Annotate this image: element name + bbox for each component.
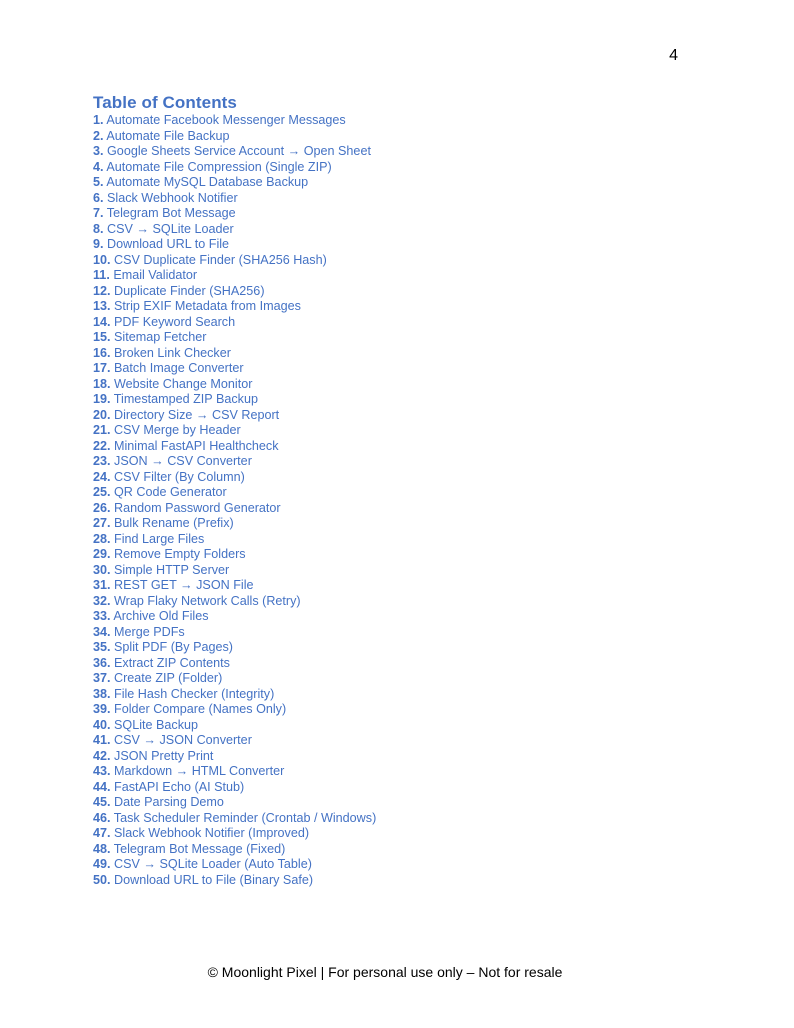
toc-item[interactable]	[93, 764, 693, 780]
toc-item-number: 43.	[93, 764, 111, 778]
toc-item[interactable]	[93, 346, 693, 362]
toc-item[interactable]	[93, 516, 693, 532]
toc-item[interactable]	[93, 377, 693, 393]
toc-item-number: 5.	[93, 175, 104, 189]
toc-item-label: JSON Pretty Print	[114, 748, 214, 763]
toc-item-label: CSV Duplicate Finder (SHA256 Hash)	[114, 252, 327, 267]
toc-item-number: 46.	[93, 810, 111, 825]
toc-item-label: Folder Compare (Names Only)	[114, 702, 287, 716]
toc-item-label: JSON → CSV Converter	[114, 454, 252, 468]
toc-item-label: REST GET → JSON File	[114, 578, 254, 592]
toc-item-label: Archive Old Files	[113, 609, 209, 623]
toc-item[interactable]	[93, 749, 693, 765]
toc-item-label: Sitemap Fetcher	[114, 330, 207, 344]
toc-item[interactable]	[93, 718, 693, 734]
toc-item[interactable]	[93, 811, 693, 827]
toc-item-number: 18.	[93, 376, 111, 391]
toc-item-number: 12.	[93, 283, 111, 298]
toc-item-label: Google Sheets Service Account → Open Sheet	[107, 144, 371, 158]
toc-item[interactable]	[93, 485, 693, 501]
toc-item-label: Email Validator	[113, 268, 198, 282]
toc-item[interactable]	[93, 563, 693, 579]
toc-item-number: 20.	[93, 407, 111, 422]
toc-item[interactable]	[93, 423, 693, 439]
toc-item[interactable]	[93, 857, 693, 873]
toc-item-label: Slack Webhook Notifier	[107, 190, 238, 205]
toc-item-label: Batch Image Converter	[114, 361, 244, 375]
toc-item-label: CSV Filter (By Column)	[114, 469, 245, 484]
toc-item-number: 38.	[93, 686, 111, 701]
toc-item-number: 36.	[93, 655, 111, 670]
toc-item[interactable]	[93, 671, 693, 687]
toc-item-label: Find Large Files	[114, 531, 205, 546]
toc-item[interactable]	[93, 578, 693, 594]
toc-item-number: 19.	[93, 392, 111, 406]
toc-item-label: Automate Facebook Messenger Messages	[106, 113, 346, 127]
toc-item[interactable]	[93, 625, 693, 641]
toc-item[interactable]	[93, 222, 693, 238]
toc-item-label: Automate File Compression (Single ZIP)	[106, 159, 332, 174]
toc-item-label: Automate File Backup	[106, 128, 230, 143]
toc-item[interactable]	[93, 268, 693, 284]
toc-item-label: Download URL to File	[107, 237, 230, 251]
toc-item-number: 1.	[93, 113, 104, 127]
toc-item[interactable]	[93, 299, 693, 315]
toc-item-number: 34.	[93, 624, 111, 639]
toc-item[interactable]	[93, 330, 693, 346]
toc-item-label: Minimal FastAPI Healthcheck	[114, 438, 279, 453]
toc-item-label: Website Change Monitor	[114, 376, 253, 391]
toc-item[interactable]	[93, 454, 693, 470]
toc-item-number: 2.	[93, 128, 104, 143]
toc-item-number: 50.	[93, 872, 111, 887]
toc-item-number: 28.	[93, 531, 111, 546]
toc-item[interactable]	[93, 501, 693, 517]
toc-item-label: Directory Size → CSV Report	[114, 407, 280, 422]
toc-item-number: 24.	[93, 469, 111, 484]
toc-item[interactable]	[93, 206, 693, 222]
toc-item-label: CSV → JSON Converter	[114, 733, 252, 747]
toc-item-number: 49.	[93, 857, 111, 871]
toc-item-number: 6.	[93, 190, 104, 205]
toc-item-number: 29.	[93, 547, 111, 561]
toc-item-label: Extract ZIP Contents	[114, 655, 230, 670]
toc-item-number: 4.	[93, 159, 104, 174]
footer-copyright: © Moonlight Pixel | For personal use only – Not for resale	[207, 964, 563, 980]
toc-item-label: CSV → SQLite Loader (Auto Table)	[114, 857, 312, 871]
toc-item-number: 3.	[93, 144, 104, 158]
toc-item-number: 14.	[93, 314, 111, 329]
toc-item-label: Bulk Rename (Prefix)	[114, 516, 234, 530]
toc-item[interactable]	[93, 687, 693, 703]
toc-item-number: 35.	[93, 640, 111, 654]
toc-item[interactable]	[93, 470, 693, 486]
toc-item-number: 16.	[93, 345, 111, 360]
toc-item-label: Automate MySQL Database Backup	[106, 175, 309, 189]
toc-item[interactable]	[93, 594, 693, 610]
table-of-contents	[93, 92, 693, 888]
page-number: 4	[669, 47, 678, 64]
toc-item-label: Duplicate Finder (SHA256)	[114, 283, 265, 298]
toc-item-number: 27.	[93, 516, 111, 530]
toc-item-number: 40.	[93, 717, 111, 732]
toc-item-number: 48.	[93, 841, 111, 856]
toc-item-number: 39.	[93, 702, 111, 716]
toc-item-number: 9.	[93, 237, 104, 251]
toc-item-number: 33.	[93, 609, 111, 623]
toc-item-number: 13.	[93, 299, 111, 313]
toc-item-label: Timestamped ZIP Backup	[113, 392, 258, 406]
toc-item-number: 41.	[93, 733, 111, 747]
toc-item-number: 8.	[93, 221, 104, 236]
toc-item-number: 10.	[93, 252, 111, 267]
toc-item-label: Markdown → HTML Converter	[114, 764, 285, 778]
toc-item-number: 7.	[93, 206, 104, 220]
toc-item-label: Simple HTTP Server	[114, 562, 230, 577]
toc-item-number: 25.	[93, 485, 111, 499]
toc-item[interactable]	[93, 392, 693, 408]
toc-item-label: Merge PDFs	[114, 624, 185, 639]
toc-item-label: CSV → SQLite Loader	[107, 221, 234, 236]
toc-item-number: 37.	[93, 671, 111, 685]
toc-item[interactable]	[93, 656, 693, 672]
toc-item-number: 15.	[93, 330, 111, 344]
toc-item-label: Broken Link Checker	[114, 345, 231, 360]
toc-item-number: 42.	[93, 748, 111, 763]
toc-item-label: FastAPI Echo (AI Stub)	[114, 779, 245, 794]
toc-item-number: 23.	[93, 454, 111, 468]
toc-item[interactable]	[93, 780, 693, 796]
toc-item[interactable]	[93, 191, 693, 207]
toc-item[interactable]	[93, 826, 693, 842]
toc-item-label: Wrap Flaky Network Calls (Retry)	[114, 593, 301, 608]
toc-item[interactable]	[93, 609, 693, 625]
toc-item-number: 47.	[93, 826, 111, 840]
toc-item[interactable]	[93, 733, 693, 749]
toc-item-number: 21.	[93, 423, 111, 437]
toc-item-label: Remove Empty Folders	[114, 547, 246, 561]
toc-item-label: Task Scheduler Reminder (Crontab / Windows)	[113, 810, 377, 825]
toc-item[interactable]	[93, 175, 693, 191]
toc-item-number: 11.	[93, 268, 110, 282]
toc-item-label: Telegram Bot Message (Fixed)	[113, 841, 286, 856]
toc-item[interactable]	[93, 873, 693, 889]
toc-item[interactable]	[93, 702, 693, 718]
toc-item[interactable]	[93, 144, 693, 160]
toc-item[interactable]	[93, 315, 693, 331]
toc-item-number: 32.	[93, 593, 111, 608]
toc-item[interactable]	[93, 129, 693, 145]
toc-item-number: 22.	[93, 438, 111, 453]
toc-item-label: File Hash Checker (Integrity)	[114, 686, 275, 701]
toc-item[interactable]	[93, 439, 693, 455]
toc-item[interactable]	[93, 795, 693, 811]
toc-item-number: 31.	[93, 578, 111, 592]
toc-item[interactable]	[93, 532, 693, 548]
toc-item[interactable]	[93, 547, 693, 563]
toc-item-label: Download URL to File (Binary Safe)	[114, 872, 314, 887]
toc-item-label: QR Code Generator	[114, 485, 227, 499]
toc-item-label: Telegram Bot Message	[106, 206, 236, 220]
toc-item[interactable]	[93, 408, 693, 424]
toc-item-label: Slack Webhook Notifier (Improved)	[114, 826, 310, 840]
toc-item-label: Split PDF (By Pages)	[114, 640, 233, 654]
toc-item-number: 26.	[93, 500, 111, 515]
toc-list	[93, 113, 693, 888]
toc-item-label: Date Parsing Demo	[114, 795, 224, 809]
toc-item[interactable]	[93, 113, 693, 129]
toc-item[interactable]	[93, 640, 693, 656]
toc-item[interactable]	[93, 160, 693, 176]
toc-item[interactable]	[93, 842, 693, 858]
toc-item-label: SQLite Backup	[114, 717, 199, 732]
toc-item-number: 30.	[93, 562, 111, 577]
toc-item[interactable]	[93, 253, 693, 269]
toc-item-label: Create ZIP (Folder)	[114, 671, 223, 685]
toc-item-label: PDF Keyword Search	[114, 314, 236, 329]
toc-title: Table of Contents	[93, 93, 237, 112]
toc-item-label: Strip EXIF Metadata from Images	[114, 299, 301, 313]
toc-item[interactable]	[93, 284, 693, 300]
toc-item-number: 17.	[93, 361, 111, 375]
toc-item-number: 44.	[93, 779, 111, 794]
toc-item-label: Random Password Generator	[114, 500, 281, 515]
toc-item[interactable]	[93, 361, 693, 377]
toc-item[interactable]	[93, 237, 693, 253]
toc-item-label: CSV Merge by Header	[114, 423, 241, 437]
toc-item-number: 45.	[93, 795, 111, 809]
